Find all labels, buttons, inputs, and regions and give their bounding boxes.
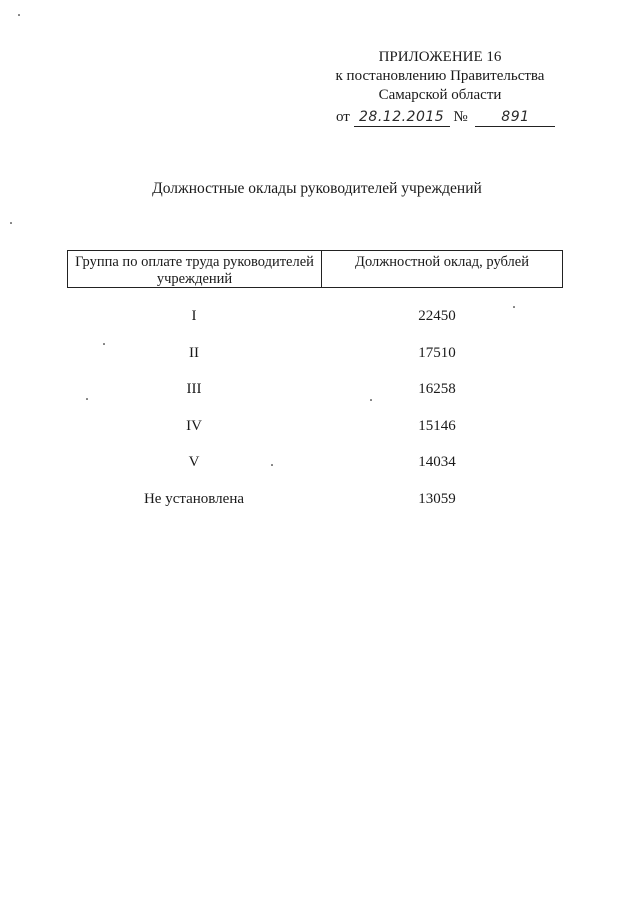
table-row [67, 306, 563, 343]
handwritten-number: 891 [501, 109, 530, 125]
salary-cell: 14034 [418, 454, 456, 470]
header-group-column: Группа по оплате труда руководителей учреждений [68, 251, 322, 287]
salary-cell: 15146 [418, 417, 456, 434]
salary-cell: 16258 [418, 381, 456, 397]
annex-date-number-line [336, 109, 555, 127]
scan-speck [18, 14, 20, 16]
table-row [67, 416, 563, 453]
number-field [475, 109, 555, 127]
scan-speck [103, 343, 105, 345]
salary-cell: 17510 [418, 344, 456, 361]
salary-table-body [67, 306, 563, 525]
salary-cell: 13059 [418, 490, 456, 507]
annex-title: ПРИЛОЖЕНИЕ 16 [378, 49, 502, 65]
scan-speck [513, 306, 515, 308]
scan-speck [86, 398, 88, 400]
annex-block [310, 48, 570, 105]
date-field [354, 109, 450, 127]
table-row [67, 343, 563, 380]
document-heading [0, 180, 640, 198]
group-cell: I [191, 308, 197, 324]
table-row [67, 379, 563, 416]
date-prefix: от [336, 109, 350, 125]
group-cell: Не установлена [143, 490, 245, 507]
header-salary-column: Должностной оклад, рублей [355, 254, 529, 270]
group-cell: II [189, 344, 199, 361]
scan-speck [271, 464, 273, 466]
group-cell: III [186, 381, 202, 397]
table-row [67, 489, 563, 526]
group-cell: IV [186, 417, 202, 434]
scan-speck [370, 399, 372, 401]
number-prefix: № [453, 109, 468, 125]
table-header [67, 250, 563, 288]
table-row [67, 452, 563, 489]
salary-cell: 22450 [418, 308, 456, 324]
scan-speck [10, 222, 12, 224]
annex-resolution-line: к постановлению Правительства [335, 68, 545, 84]
annex-region-line: Самарской области [378, 87, 502, 103]
group-cell: V [188, 454, 200, 470]
document-heading-text: Должностные оклады руководителей учреждений [152, 180, 482, 197]
handwritten-date: 28.12.2015 [359, 109, 445, 125]
